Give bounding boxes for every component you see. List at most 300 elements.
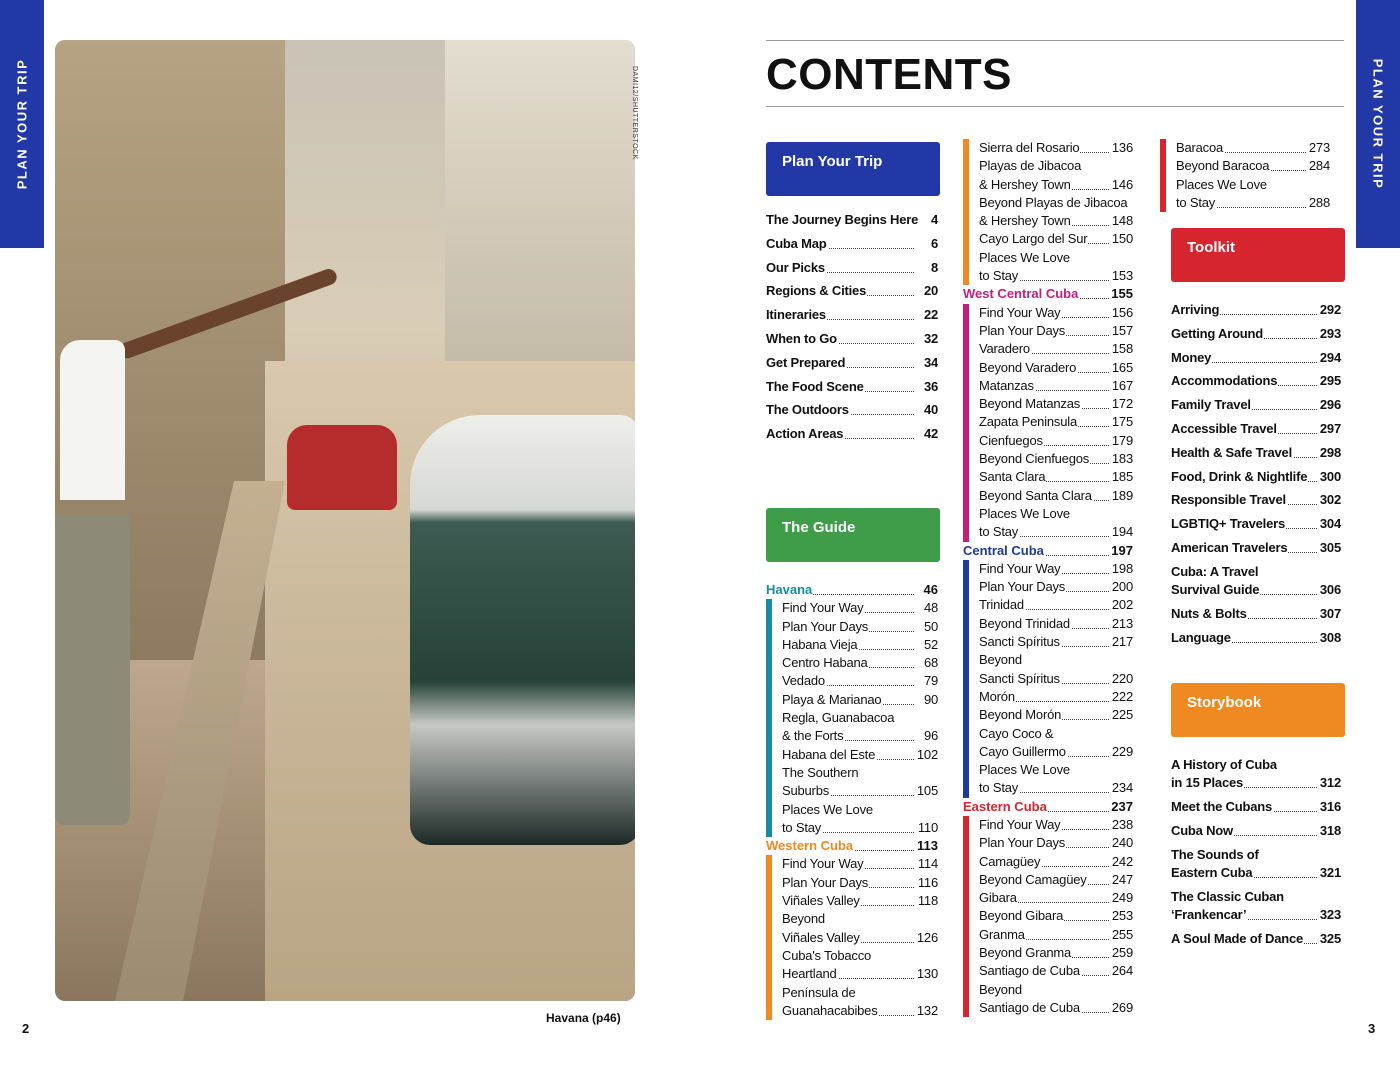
toc-entry[interactable] — [979, 633, 1133, 651]
toc-entry[interactable] — [979, 816, 1133, 834]
toc-entry[interactable] — [979, 871, 1133, 889]
toc-entry-page: 183 — [1111, 451, 1133, 467]
toc-entry-label: to Stay — [979, 524, 1019, 540]
toc-entry-label: Suburbs — [782, 783, 830, 799]
toc-entry-page: 102 — [916, 746, 938, 762]
region-sublist — [963, 304, 1133, 542]
toc-entry-two-line[interactable] — [1171, 888, 1341, 924]
toc-entry-page: 253 — [1111, 908, 1133, 924]
toc-entry[interactable] — [1171, 349, 1341, 373]
region-heading[interactable] — [963, 798, 1133, 816]
red-car — [287, 425, 397, 510]
toc-entry-page: 175 — [1111, 414, 1133, 430]
toc-entry-label: Eastern Cuba — [1171, 864, 1253, 880]
toc-entry-label: Beyond Cienfuegos — [979, 451, 1090, 467]
toc-entry-page: 48 — [923, 600, 938, 616]
side-tab-left-label: PLAN YOUR TRIP — [14, 58, 30, 190]
toc-entry[interactable] — [979, 853, 1133, 871]
toc-entry-label: Plan Your Days — [979, 835, 1066, 851]
toc-entry-page: 116 — [917, 874, 938, 890]
toc-entry-page: 126 — [916, 929, 938, 945]
title-rule — [766, 106, 1344, 107]
toc-entry-page: 255 — [1111, 926, 1133, 942]
section-plan-your-trip[interactable] — [766, 142, 940, 196]
region-color-bar — [1160, 139, 1166, 212]
toc-entry-label: Beyond Varadero — [979, 359, 1077, 375]
toc-entry[interactable] — [979, 578, 1133, 596]
toc-entry-page: 156 — [1111, 304, 1133, 320]
toc-entry-page: 157 — [1111, 322, 1133, 338]
toc-entry-page: 50 — [923, 618, 938, 634]
toc-entry-label: Playas de Jibacoa — [979, 158, 1082, 174]
toc-entry-line — [1171, 864, 1341, 882]
toc-entry-page: 132 — [916, 1002, 938, 1018]
toc-entry-label: Responsible Travel — [1171, 492, 1286, 508]
toc-entry[interactable] — [979, 706, 1133, 724]
toc-entry-page: 194 — [1111, 524, 1133, 540]
toc-entry-page: 42 — [923, 426, 938, 442]
toc-entry[interactable] — [1171, 822, 1341, 846]
toc-entry-label: Find Your Way — [979, 304, 1061, 320]
toc-entry[interactable] — [1176, 176, 1330, 194]
toc-entry[interactable] — [979, 432, 1133, 450]
toc-entry[interactable] — [979, 267, 1133, 285]
toc-entry-page: 148 — [1111, 213, 1133, 229]
toc-entry-page: 68 — [923, 655, 938, 671]
toc-entry-label: Beyond Granma — [979, 945, 1072, 961]
region-color-bar — [963, 304, 969, 542]
region-color-bar — [766, 599, 772, 837]
storybook-list — [1171, 756, 1341, 953]
toc-entry-label: to Stay — [979, 780, 1019, 796]
region-heading[interactable] — [766, 837, 938, 855]
toc-entry-label: Our Picks — [766, 259, 825, 275]
toc-entry-label: Cayo Guillermo — [979, 743, 1066, 759]
photo-credit: DAMI12/SHUTTERSTOCK — [631, 66, 638, 160]
toc-entry-label: Beyond — [782, 911, 825, 927]
toc-entry[interactable] — [979, 834, 1133, 852]
toc-entry-label: Beyond Playas de Jibacoa — [979, 194, 1128, 210]
toc-entry-label: American Travelers — [1171, 539, 1288, 555]
toc-entry-page: 20 — [923, 283, 938, 299]
toc-entry-label: & the Forts — [782, 728, 844, 744]
toc-entry-label: Cuba Map — [766, 235, 827, 251]
region-sublist — [766, 599, 938, 837]
regions-list — [963, 139, 1133, 1017]
toc-entry-two-line[interactable] — [1171, 563, 1341, 599]
toc-entry[interactable] — [979, 560, 1133, 578]
toc-entry[interactable] — [782, 654, 938, 672]
toc-entry[interactable] — [979, 962, 1133, 980]
toc-entry[interactable] — [979, 139, 1133, 157]
toc-entry-page: 247 — [1111, 871, 1133, 887]
toc-entry-label: Getting Around — [1171, 325, 1264, 341]
region-color-bar — [963, 816, 969, 1017]
toc-entry[interactable] — [782, 947, 938, 965]
region-color-bar — [963, 560, 969, 798]
toc-entry-two-line[interactable] — [1171, 846, 1341, 882]
toc-entry[interactable] — [979, 761, 1133, 779]
toc-entry-label: Trinidad — [979, 597, 1024, 613]
toc-entry-page: 185 — [1111, 469, 1133, 485]
toc-entry-label: Granma — [979, 926, 1025, 942]
toc-entry-page: 304 — [1319, 516, 1341, 532]
toc-entry[interactable] — [766, 211, 938, 235]
toc-entry-page: 105 — [916, 783, 938, 799]
toc-entry[interactable] — [979, 889, 1133, 907]
section-toolkit[interactable] — [1171, 228, 1345, 282]
toc-entry-label: Beyond Gibara — [979, 908, 1064, 924]
toc-entry-page: 240 — [1111, 835, 1133, 851]
toc-entry[interactable] — [766, 330, 938, 354]
toc-entry-label: Accommodations — [1171, 373, 1278, 389]
toc-entry[interactable] — [979, 999, 1133, 1017]
toc-entry[interactable] — [782, 636, 938, 654]
toc-entry[interactable] — [979, 487, 1133, 505]
toc-entry[interactable] — [979, 322, 1133, 340]
toc-entry[interactable] — [979, 157, 1133, 175]
toc-entry[interactable] — [979, 651, 1133, 669]
toc-entry-label: Beyond — [979, 652, 1022, 668]
toc-entry[interactable] — [979, 688, 1133, 706]
toc-entry[interactable] — [766, 259, 938, 283]
toc-entry[interactable] — [766, 354, 938, 378]
toc-entry[interactable] — [1171, 396, 1341, 420]
toc-entry[interactable] — [1171, 325, 1341, 349]
toc-entry[interactable] — [766, 425, 938, 449]
toc-entry[interactable] — [766, 235, 938, 259]
toc-entry-page: 200 — [1111, 579, 1133, 595]
region-sublist — [963, 139, 1133, 285]
toc-entry-label: to Stay — [979, 268, 1019, 284]
toc-entry-label: & Hershey Town — [979, 176, 1071, 192]
toc-entry-label: Survival Guide — [1171, 581, 1260, 597]
toc-entry-label: Get Prepared — [766, 354, 846, 370]
toc-entry[interactable] — [979, 413, 1133, 431]
toolkit-list — [1171, 301, 1341, 652]
toc-entry[interactable] — [979, 176, 1133, 194]
toc-entry[interactable] — [1171, 605, 1341, 629]
toc-entry[interactable] — [979, 468, 1133, 486]
toc-entry[interactable] — [979, 926, 1133, 944]
toc-entry-label: Health & Safe Travel — [1171, 444, 1292, 460]
region-color-bar — [963, 139, 969, 285]
toc-entry-label: Food, Drink & Nightlife — [1171, 468, 1308, 484]
toc-entry-label: LGBTIQ+ Travelers — [1171, 516, 1286, 532]
region-heading[interactable] — [963, 285, 1133, 303]
toc-entry-label: The Sounds of — [1171, 846, 1259, 862]
toc-entry-page: 222 — [1111, 688, 1133, 704]
toc-entry[interactable] — [766, 282, 938, 306]
toc-entry-page: 158 — [1111, 341, 1133, 357]
toc-entry[interactable] — [1171, 629, 1341, 653]
toc-entry-page: 34 — [923, 354, 938, 370]
toc-entry-label: The Journey Begins Here — [766, 212, 919, 227]
region-heading-page: 46 — [923, 582, 938, 597]
side-tab-right — [1356, 0, 1400, 248]
region-heading[interactable] — [963, 542, 1133, 560]
toc-entry[interactable] — [1176, 157, 1330, 175]
toc-entry[interactable] — [979, 596, 1133, 614]
toc-entry-label: Beyond Camagüey — [979, 871, 1087, 887]
toc-entry-label: Santiago de Cuba — [979, 999, 1080, 1015]
region-sublist — [766, 855, 938, 1020]
plan-your-trip-list — [766, 211, 938, 449]
toc-entry[interactable] — [979, 450, 1133, 468]
toc-entry[interactable] — [782, 691, 938, 709]
toc-entry[interactable] — [1176, 194, 1330, 212]
toc-entry[interactable] — [782, 746, 938, 764]
photo-caption: Havana (p46) — [546, 1011, 621, 1025]
toc-entry-label: The Outdoors — [766, 402, 849, 418]
toc-entry[interactable] — [782, 709, 938, 727]
toc-entry-label: Find Your Way — [782, 600, 864, 616]
toc-entry-page: 22 — [923, 307, 938, 323]
toc-entry[interactable] — [979, 779, 1133, 797]
toc-entry-label: Cuba: A Travel — [1171, 563, 1259, 579]
toc-entry-page: 308 — [1319, 629, 1341, 645]
side-tab-right-label: PLAN YOUR TRIP — [1370, 58, 1386, 190]
toc-entry-label: Places We Love — [1176, 176, 1267, 192]
toc-entry-page: 167 — [1111, 377, 1133, 393]
toc-entry-page: 264 — [1111, 963, 1133, 979]
toc-entry-page: 325 — [1319, 930, 1341, 946]
toc-entry[interactable] — [782, 782, 938, 800]
toc-entry-page: 52 — [923, 636, 938, 652]
toc-entry[interactable] — [1171, 468, 1341, 492]
toc-entry-label: Nuts & Bolts — [1171, 605, 1247, 621]
region-sublist — [1160, 139, 1330, 212]
toc-entry-page: 294 — [1319, 349, 1341, 365]
toc-entry-label: Find Your Way — [979, 816, 1061, 832]
toc-entry[interactable] — [1171, 420, 1341, 444]
toc-entry-label: Península de — [782, 984, 856, 1000]
toc-entry-label: Cuba's Tobacco — [782, 947, 872, 963]
toc-entry-line — [1171, 888, 1341, 906]
toc-entry[interactable] — [782, 801, 938, 819]
toc-entry[interactable] — [1171, 798, 1341, 822]
section-storybook-label: Storybook — [1187, 694, 1262, 711]
toc-entry-page: 297 — [1319, 420, 1341, 436]
toc-entry-label: Accessible Travel — [1171, 420, 1277, 436]
toc-entry[interactable] — [979, 249, 1133, 267]
region-heading-page: 197 — [1111, 542, 1133, 558]
toc-entry[interactable] — [782, 599, 938, 617]
toc-entry-page: 114 — [917, 856, 938, 872]
toc-entry-page: 110 — [917, 819, 938, 835]
toc-entry-label: Sancti Spíritus — [979, 634, 1060, 650]
toc-entry-label: Places We Love — [782, 801, 873, 817]
toc-entry-label: Morón — [979, 688, 1015, 704]
toc-entry[interactable] — [1171, 444, 1341, 468]
toc-entry-label: Viñales Valley — [782, 893, 860, 909]
toc-entry[interactable] — [1171, 301, 1341, 325]
toc-entry[interactable] — [782, 874, 938, 892]
page-number-right: 3 — [1368, 1021, 1376, 1036]
toc-entry-page: 323 — [1319, 906, 1341, 922]
toc-entry-page: 4 — [930, 212, 938, 227]
section-storybook[interactable] — [1171, 683, 1345, 737]
havana-street-photo — [55, 40, 635, 1001]
toc-entry-label: Vedado — [782, 673, 825, 689]
toc-entry-page: 284 — [1308, 158, 1330, 174]
toc-entry-page: 298 — [1319, 444, 1341, 460]
toc-entry-label: ‘Frankencar’ — [1171, 906, 1247, 922]
region-heading-label: Central Cuba — [963, 542, 1044, 558]
toc-entry[interactable] — [1171, 539, 1341, 563]
eastern-cont-list — [1160, 139, 1330, 212]
toc-entry-page: 316 — [1319, 799, 1341, 814]
toc-entry-page: 229 — [1111, 743, 1133, 759]
the-guide-list — [766, 581, 938, 1020]
toc-entry-page: 292 — [1319, 302, 1341, 317]
region-heading-label: Western Cuba — [766, 838, 854, 854]
toc-entry-page: 238 — [1111, 816, 1133, 832]
region-heading[interactable] — [766, 581, 938, 599]
toc-entry-page: 288 — [1308, 194, 1330, 210]
toc-entry-label: Playa & Marianao — [782, 691, 882, 707]
toc-entry-label: Habana del Este — [782, 746, 876, 762]
toc-entry[interactable] — [766, 378, 938, 402]
toc-entry[interactable] — [979, 743, 1133, 761]
toc-entry[interactable] — [766, 401, 938, 425]
toc-entry-page: 305 — [1319, 539, 1341, 555]
top-rule — [766, 40, 1344, 41]
toc-entry[interactable] — [782, 672, 938, 690]
region-sublist — [963, 560, 1133, 798]
toc-entry-label: Itineraries — [766, 307, 826, 323]
toc-entry[interactable] — [979, 944, 1133, 962]
section-the-guide-label: The Guide — [782, 519, 856, 536]
toc-entry[interactable] — [979, 615, 1133, 633]
toc-entry-page: 234 — [1111, 780, 1133, 796]
toc-entry-page: 32 — [923, 330, 938, 346]
toc-entry[interactable] — [979, 670, 1133, 688]
toc-entry[interactable] — [979, 907, 1133, 925]
toc-entry-label: Baracoa — [1176, 140, 1224, 155]
toc-entry-label: Beyond Baracoa — [1176, 158, 1270, 174]
toc-entry-page: 179 — [1111, 432, 1133, 448]
toc-entry[interactable] — [782, 965, 938, 983]
toc-entry[interactable] — [782, 618, 938, 636]
toc-entry[interactable] — [782, 1002, 938, 1020]
toc-entry-page: 130 — [916, 966, 938, 982]
toc-entry[interactable] — [979, 304, 1133, 322]
toc-entry[interactable] — [782, 727, 938, 745]
toc-entry-page: 318 — [1319, 822, 1341, 838]
toc-entry[interactable] — [766, 306, 938, 330]
toc-entry[interactable] — [782, 855, 938, 873]
toc-entry-page: 6 — [930, 235, 938, 251]
toc-entry[interactable] — [782, 929, 938, 947]
toc-entry-page: 213 — [1111, 615, 1133, 631]
toc-entry[interactable] — [979, 377, 1133, 395]
toc-entry[interactable] — [979, 340, 1133, 358]
toc-entry[interactable] — [979, 395, 1133, 413]
toc-entry[interactable] — [979, 725, 1133, 743]
classic-car — [410, 415, 635, 845]
toc-entry-label: Beyond Matanzas — [979, 396, 1081, 412]
toc-entry[interactable] — [979, 212, 1133, 230]
toc-entry-label: in 15 Places — [1171, 775, 1244, 790]
toc-entry-label: Beyond Morón — [979, 707, 1062, 723]
toc-entry[interactable] — [782, 892, 938, 910]
toc-entry-label: A Soul Made of Dance — [1171, 930, 1304, 946]
toc-entry-label: Arriving — [1171, 302, 1220, 317]
toc-entry-page: 217 — [1111, 634, 1133, 650]
toc-entry[interactable] — [979, 230, 1133, 248]
section-the-guide[interactable] — [766, 508, 940, 562]
region-heading-page: 155 — [1111, 286, 1133, 302]
toc-entry-label: Santiago de Cuba — [979, 963, 1080, 979]
toc-entry[interactable] — [1171, 515, 1341, 539]
region-heading-label: West Central Cuba — [963, 286, 1079, 302]
toc-entry-page: 269 — [1111, 999, 1133, 1015]
toc-entry-label: Varadero — [979, 341, 1030, 357]
toc-entry-page: 321 — [1319, 864, 1341, 880]
toc-entry[interactable] — [1171, 930, 1341, 954]
toc-entry-page: 312 — [1319, 775, 1341, 790]
toc-entry-label: The Classic Cuban — [1171, 888, 1284, 904]
toc-entry-page: 198 — [1111, 560, 1133, 576]
toc-entry-label: Regions & Cities — [766, 283, 867, 299]
toc-entry-label: Zapata Peninsula — [979, 414, 1077, 430]
region-heading-page: 237 — [1111, 798, 1133, 814]
toc-entry-page: 153 — [1111, 268, 1133, 284]
toc-entry[interactable] — [1171, 372, 1341, 396]
toc-entry-label: Beyond Trinidad — [979, 615, 1070, 631]
toc-entry-page: 296 — [1319, 397, 1341, 413]
toc-entry-page: 36 — [923, 378, 938, 394]
toc-entry[interactable] — [782, 764, 938, 782]
toc-entry-page: 40 — [923, 402, 938, 418]
toc-entry[interactable] — [782, 819, 938, 837]
toc-entry-label: Heartland — [782, 966, 837, 982]
page-number-left: 2 — [22, 1021, 30, 1036]
toc-entry-label: Matanzas — [979, 377, 1034, 393]
toc-entry-page: 146 — [1111, 176, 1133, 192]
toc-entry-page: 8 — [930, 259, 938, 275]
toc-entry[interactable] — [1176, 139, 1330, 157]
region-heading-page: 113 — [917, 838, 938, 854]
region-heading-label: Havana — [766, 582, 813, 597]
toc-entry[interactable] — [782, 910, 938, 928]
toc-entry-label: Places We Love — [979, 762, 1070, 778]
side-tab-left — [0, 0, 44, 248]
toc-entry-label: Centro Habana — [782, 655, 868, 671]
toc-entry[interactable] — [979, 359, 1133, 377]
toc-entry[interactable] — [979, 505, 1133, 523]
toc-entry-line — [1171, 563, 1341, 581]
toc-entry-label: Beyond — [979, 981, 1022, 997]
toc-entry[interactable] — [979, 523, 1133, 541]
toc-entry[interactable] — [782, 984, 938, 1002]
toc-entry-label: Places We Love — [979, 249, 1070, 265]
toc-entry-label: to Stay — [1176, 194, 1216, 210]
toc-entry[interactable] — [1171, 491, 1341, 515]
toc-entry-label: Plan Your Days — [782, 618, 869, 634]
toc-entry[interactable] — [979, 194, 1133, 212]
toc-entry-page: 118 — [917, 893, 938, 909]
toc-entry-label: Plan Your Days — [979, 579, 1066, 595]
toc-entry-page: 165 — [1111, 359, 1133, 375]
toc-entry-page: 307 — [1319, 605, 1341, 621]
toc-entry-page: 259 — [1111, 945, 1133, 961]
toc-entry[interactable] — [979, 981, 1133, 999]
toc-entry-label: Santa Clara — [979, 469, 1046, 485]
toc-entry-label: Gibara — [979, 890, 1017, 906]
toc-entry-two-line[interactable] — [1171, 756, 1341, 792]
